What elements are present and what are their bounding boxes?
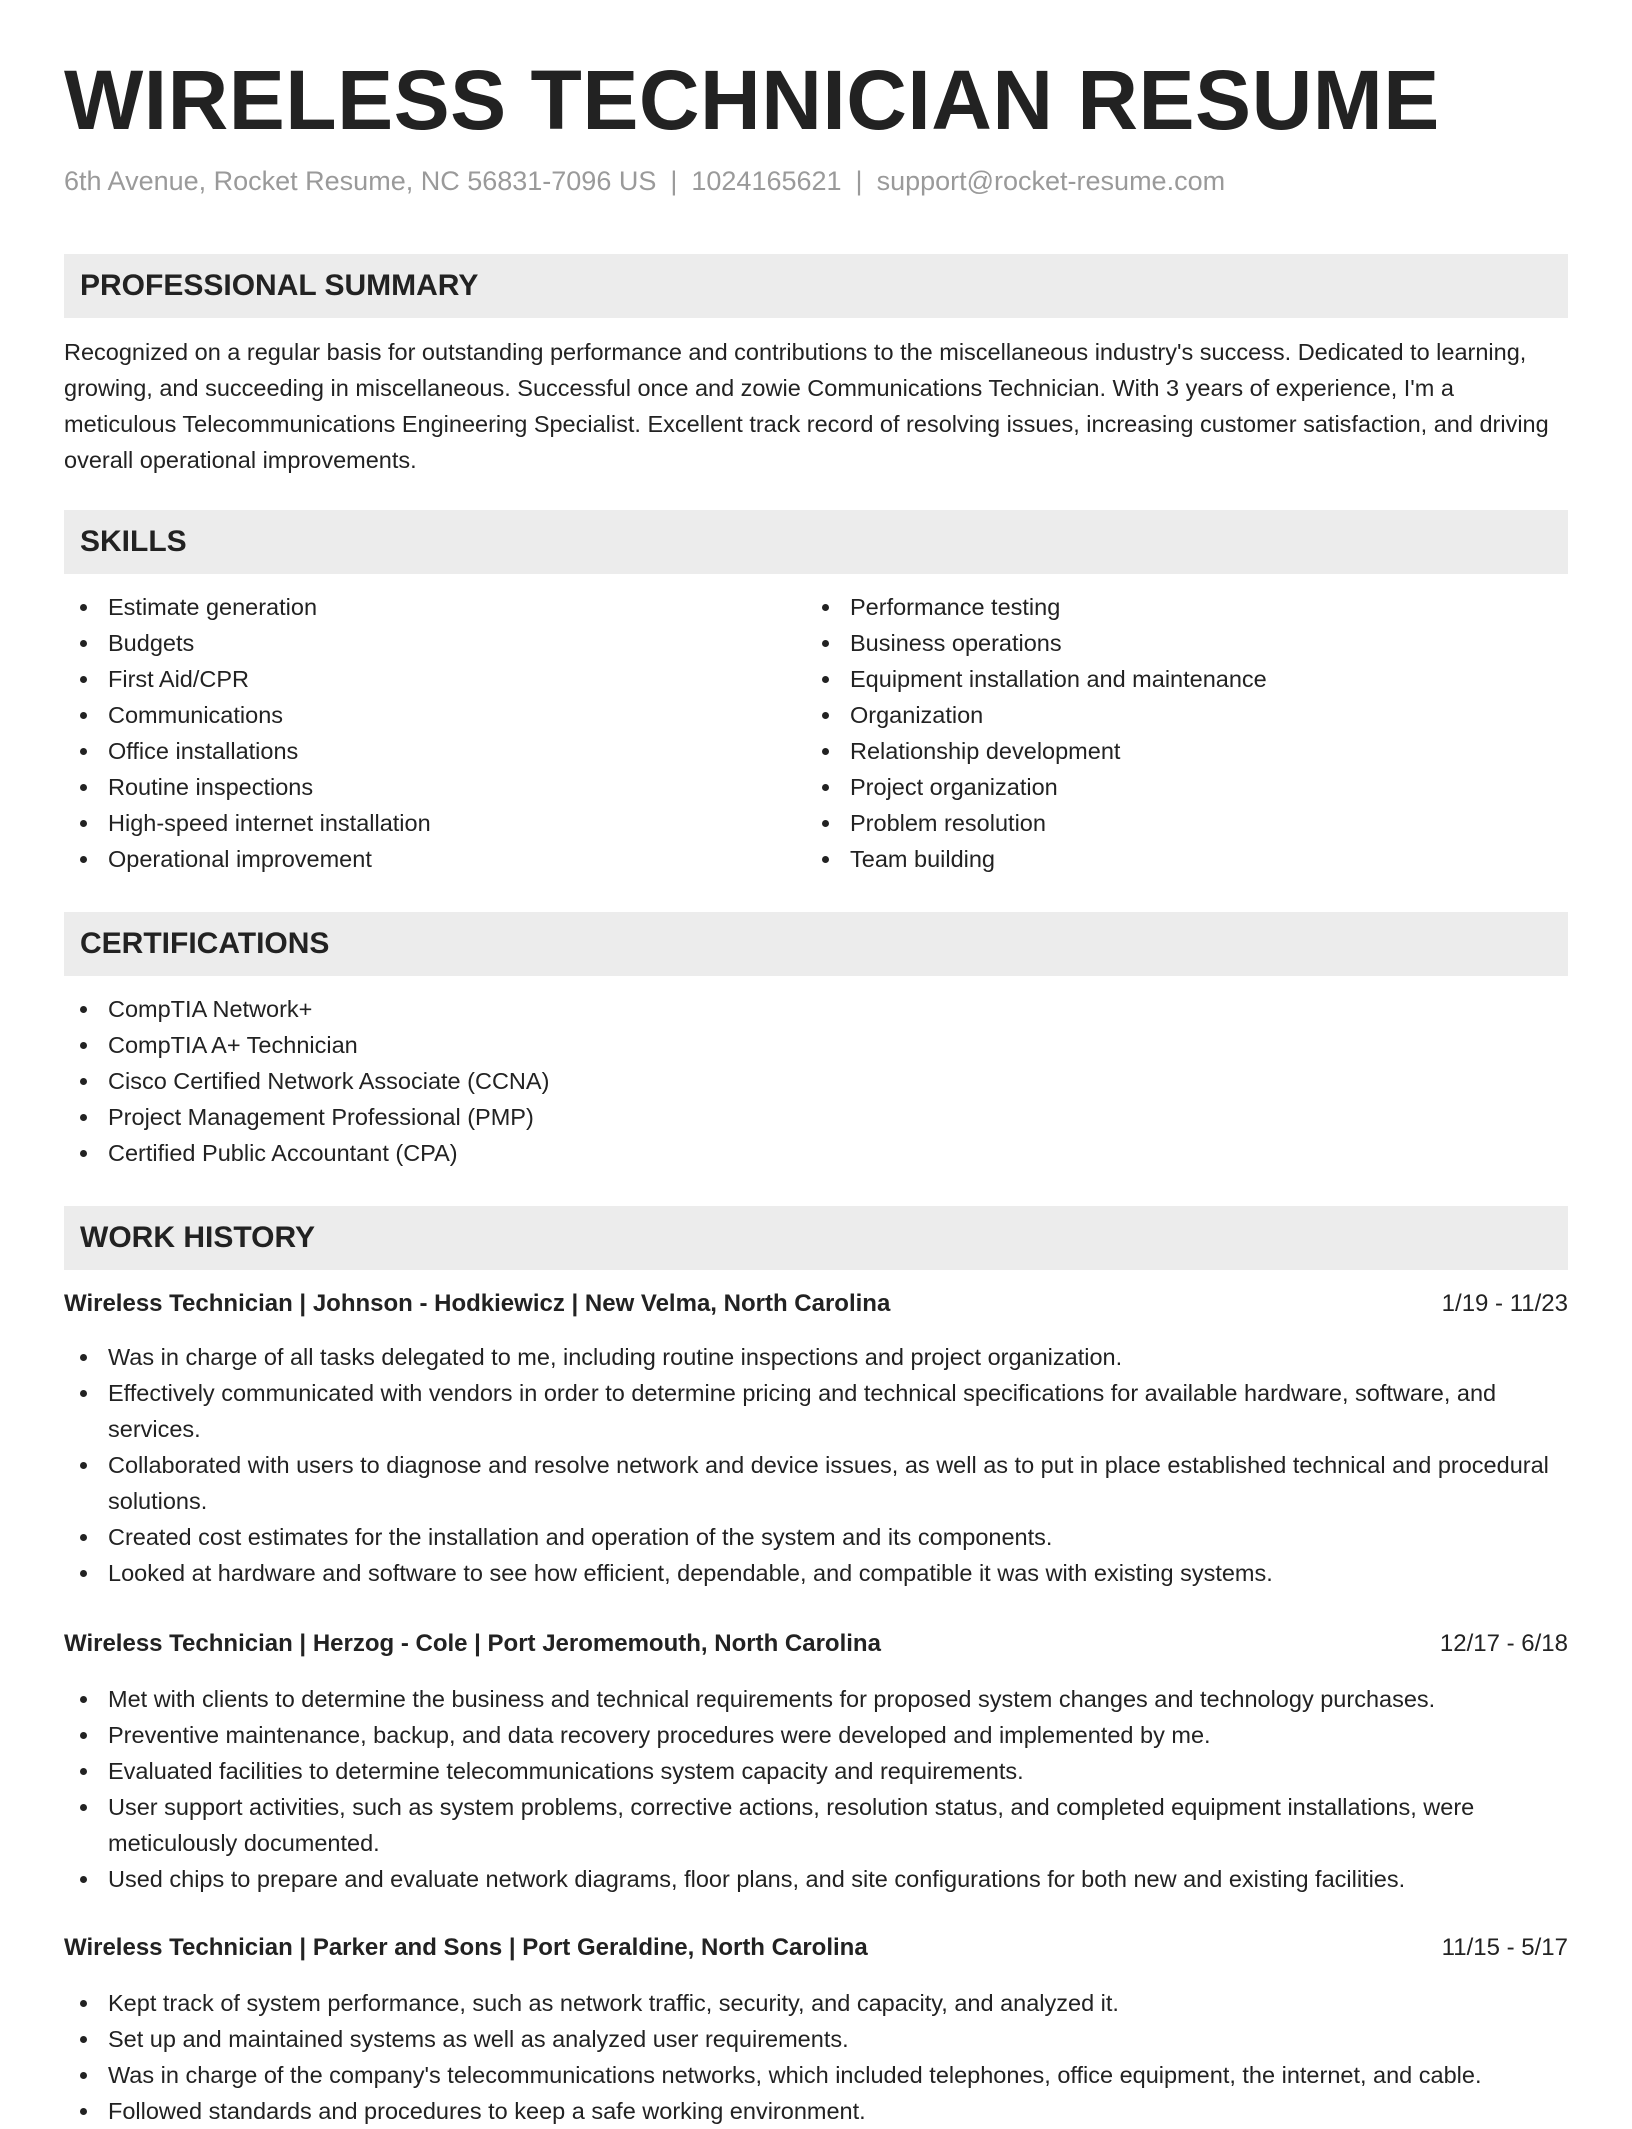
skill-item: High-speed internet installation xyxy=(64,805,804,841)
skills-list-right xyxy=(806,589,1546,877)
contact-line xyxy=(64,166,1225,197)
skill-item: Office installations xyxy=(64,733,804,769)
skill-item: Problem resolution xyxy=(806,805,1546,841)
job-title-line: Wireless Technician | Parker and Sons | Port Geraldine, North Carolina xyxy=(64,1934,868,1961)
job-bullet: Was in charge of all tasks delegated to me, including routine inspections and project organization. xyxy=(64,1339,1568,1375)
job-dates: 11/15 - 5/17 xyxy=(1441,1934,1568,1961)
job-title-line: Wireless Technician | Johnson - Hodkiewicz | New Velma, North Carolina xyxy=(64,1290,891,1317)
job-bullet: Was in charge of the company's telecommunications networks, which included telephones, office equipment, the internet, and cable. xyxy=(64,2057,1568,2093)
job-heading xyxy=(64,1286,1568,1322)
certification-item: CompTIA A+ Technician xyxy=(64,1027,1568,1063)
skill-item: Performance testing xyxy=(806,589,1546,625)
section-header-skills: SKILLS xyxy=(64,510,1568,574)
job-heading xyxy=(64,1626,1568,1662)
skill-item: First Aid/CPR xyxy=(64,661,804,697)
skill-item: Relationship development xyxy=(806,733,1546,769)
skill-item: Team building xyxy=(806,841,1546,877)
skill-item: Communications xyxy=(64,697,804,733)
contact-phone: 1024165621 xyxy=(691,166,842,196)
certifications-list xyxy=(64,991,1568,1171)
certification-item: CompTIA Network+ xyxy=(64,991,1568,1027)
certification-item: Project Management Professional (PMP) xyxy=(64,1099,1568,1135)
section-header-certifications: CERTIFICATIONS xyxy=(64,912,1568,976)
certification-item: Certified Public Accountant (CPA) xyxy=(64,1135,1568,1171)
job-bullet: Set up and maintained systems as well as analyzed user requirements. xyxy=(64,2021,1568,2057)
resume-title: WIRELESS TECHNICIAN RESUME xyxy=(64,53,1440,147)
skill-item: Business operations xyxy=(806,625,1546,661)
section-header-work-history: WORK HISTORY xyxy=(64,1206,1568,1270)
skill-item: Estimate generation xyxy=(64,589,804,625)
job-heading xyxy=(64,1930,1568,1966)
summary-text: Recognized on a regular basis for outstanding performance and contributions to the miscellaneous industry's success. Dedicated to learning, growing, and succeeding in miscellaneous. Successful once and zowie Communications Technician. With 3 years of experience, I'm a meticulous Telecommunications Engineering Specialist. Excellent track record of resolving issues, increasing customer satisfaction, and driving overall operational improvements. xyxy=(64,339,1549,473)
job-title-line: Wireless Technician | Herzog - Cole | Port Jeromemouth, North Carolina xyxy=(64,1630,881,1657)
job-bullets xyxy=(64,1339,1568,1591)
contact-email[interactable]: support@rocket-resume.com xyxy=(876,166,1226,196)
job-bullet: Preventive maintenance, backup, and data recovery procedures were developed and implemented by me. xyxy=(64,1717,1568,1753)
skill-item: Equipment installation and maintenance xyxy=(806,661,1546,697)
job-bullets xyxy=(64,1681,1568,1897)
job-bullet: Created cost estimates for the installation and operation of the system and its components. xyxy=(64,1519,1568,1555)
job-bullet: Followed standards and procedures to keep a safe working environment. xyxy=(64,2093,1568,2129)
contact-address: 6th Avenue, Rocket Resume, NC 56831-7096 US xyxy=(64,166,657,196)
job-bullet: Collaborated with users to diagnose and resolve network and device issues, as well as to put in place established technical and procedural solutions. xyxy=(64,1447,1568,1519)
job-bullet: Effectively communicated with vendors in order to determine pricing and technical specifications for available hardware, software, and services. xyxy=(64,1375,1568,1447)
job-bullet: Looked at hardware and software to see how efficient, dependable, and compatible it was with existing systems. xyxy=(64,1555,1568,1591)
certification-item: Cisco Certified Network Associate (CCNA) xyxy=(64,1063,1568,1099)
section-header-summary: PROFESSIONAL SUMMARY xyxy=(64,254,1568,318)
job-bullet: User support activities, such as system problems, corrective actions, resolution status, and completed equipment installations, were meticulously documented. xyxy=(64,1789,1568,1861)
contact-separator: | xyxy=(855,166,863,196)
skill-item: Operational improvement xyxy=(64,841,804,877)
contact-separator: | xyxy=(670,166,678,196)
skill-item: Organization xyxy=(806,697,1546,733)
skills-list-left xyxy=(64,589,804,877)
job-dates: 12/17 - 6/18 xyxy=(1439,1630,1568,1657)
job-bullet: Used chips to prepare and evaluate network diagrams, floor plans, and site configurations for both new and existing facilities. xyxy=(64,1861,1568,1897)
job-bullets xyxy=(64,1985,1568,2129)
job-dates: 1/19 - 11/23 xyxy=(1441,1290,1568,1317)
job-bullet: Met with clients to determine the business and technical requirements for proposed system changes and technology purchases. xyxy=(64,1681,1568,1717)
skill-item: Project organization xyxy=(806,769,1546,805)
skill-item: Budgets xyxy=(64,625,804,661)
job-bullet: Evaluated facilities to determine telecommunications system capacity and requirements. xyxy=(64,1753,1568,1789)
skill-item: Routine inspections xyxy=(64,769,804,805)
job-bullet: Kept track of system performance, such as network traffic, security, and capacity, and analyzed it. xyxy=(64,1985,1568,2021)
